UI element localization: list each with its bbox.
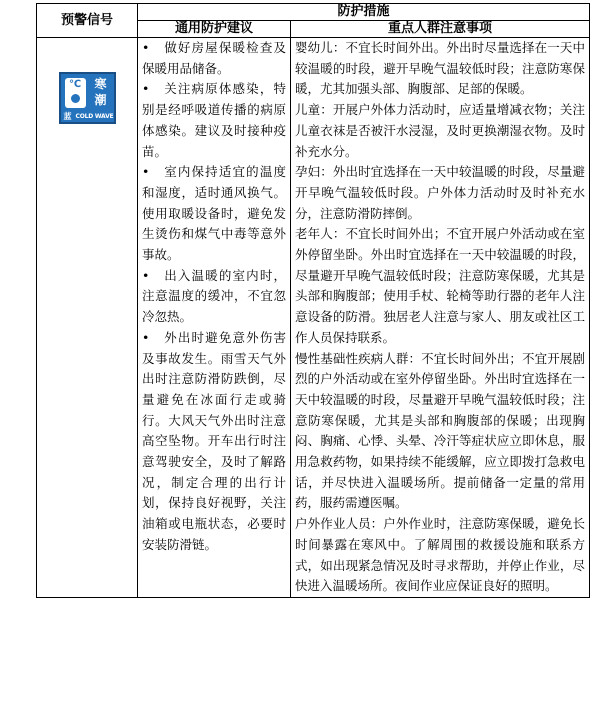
header-general-advice: 通用防护建议 — [138, 21, 291, 38]
signal-level-char: 蓝 — [63, 112, 72, 121]
key-group-pregnant: 孕妇：外出时宜选择在一天中较温暖的时段，尽量避开早晚气温较低时段。户外体力活动时及时补充水分，注意防滑防摔倒。 — [295, 164, 586, 221]
key-groups-cell — [291, 38, 590, 598]
general-advice-cell — [138, 38, 291, 598]
celsius-symbol: ℃ — [68, 79, 82, 90]
general-advice-item: • 做好房屋保暖检查及保暖用品储备。 — [142, 40, 286, 76]
header-key-groups: 重点人群注意事项 — [291, 21, 590, 38]
signal-en-label: COLD WAVE — [75, 113, 114, 120]
thermometer-icon — [65, 78, 86, 108]
protection-table — [36, 3, 590, 598]
key-group-chronic-disease: 慢性基础性疾病人群：不宜长时间外出；不宜开展剧烈的户外活动或在室外停留坐卧。外出时宜选择在一天中较温暖的时段，尽量避开早晚气温较低时段；注意防寒保暖，尤其是头部和胸腹部的保暖；出现胸闷、胸痛、心悸、头晕、冷汗等症状应立即休息，服用急救药物，如果持续不能缓解，应立即拨打急救电话，并尽快进入温暖场所。提前储备一定量的常用药，服药需遵医嘱。 — [295, 350, 586, 511]
general-advice-item: • 外出时避免意外伤害及事故发生。雨雪天气外出时注意防滑防跌倒，尽量避免在冰面行走或骑行。大风天气外出时注意高空坠物。开车出行时注意驾驶安全，及时了解路况，制定合理的出行计划，保持良好视野，关注油箱或电瓶状态，必要时安装防滑链。 — [142, 329, 286, 552]
general-advice-item: • 关注病原体感染，特别是经呼吸道传播的病原体感染。建议及时接种疫苗。 — [142, 81, 286, 159]
key-group-outdoor-workers: 户外作业人员：户外作业时，注意防寒保暖，避免长时间暴露在寒风中。了解周围的救援设施和联系方式，如出现紧急情况及时寻求帮助，并停止作业，尽快进入温暖场所。夜间作业应保证良好的照明。 — [295, 516, 586, 594]
signal-cell — [37, 38, 138, 598]
signal-cn-bottom: 潮 — [94, 93, 107, 107]
general-advice-item: • 出入温暖的室内时，注意温度的缓冲，不宜忽冷忽热。 — [142, 267, 286, 325]
key-group-children: 儿童：开展户外体力活动时，应适量增减衣物；关注儿童衣袜是否被汗水浸湿，及时更换潮湿衣物。及时补充水分。 — [295, 102, 586, 159]
header-measures: 防护措施 — [138, 4, 590, 21]
header-signal: 预警信号 — [37, 4, 138, 38]
key-group-infants: 婴幼儿：不宜长时间外出。外出时尽量选择在一天中较温暖的时段，避开早晚气温较低时段；注意防寒保暖，尤其加强头部、胸腹部、足部的保暖。 — [295, 40, 586, 97]
signal-cn-top: 寒 — [94, 77, 107, 91]
blue-cold-wave-signal-icon — [59, 72, 116, 124]
key-group-elderly: 老年人：不宜长时间外出；不宜开展户外活动或在室外停留坐卧。外出时宜选择在一天中较温暖的时段，尽量避开早晚气温较低时段；注意防寒保暖，尤其是头部和胸腹部；使用手杖、轮椅等助行器的老年人注意设备的防滑。独居老人注意与家人、朋友或社区工作人员保持联系。 — [295, 226, 586, 345]
general-advice-item: • 室内保持适宜的温度和湿度，适时通风换气。使用取暖设备时，避免发生烫伤和煤气中毒等意外事故。 — [142, 164, 286, 263]
